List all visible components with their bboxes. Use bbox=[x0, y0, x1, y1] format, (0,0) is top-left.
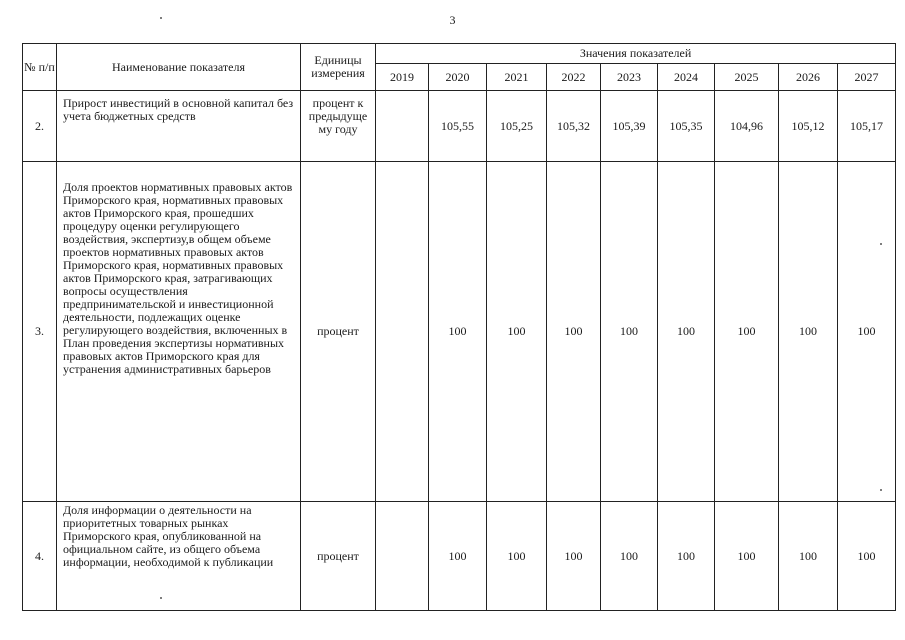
header-indicator-name: Наименование показателя bbox=[57, 44, 301, 91]
row-number: 2. bbox=[23, 91, 57, 162]
value-cell: 100 bbox=[429, 502, 487, 611]
indicator-name: Прирост инвестиций в основной капитал без учета бюджетных средств bbox=[57, 91, 301, 162]
indicators-table bbox=[22, 43, 896, 611]
value-cell: 105,12 bbox=[779, 91, 838, 162]
value-cell: 100 bbox=[838, 502, 896, 611]
row-number: 3. bbox=[23, 162, 57, 502]
header-year: 2025 bbox=[715, 64, 779, 91]
value-cell bbox=[376, 502, 429, 611]
value-cell: 100 bbox=[658, 162, 715, 502]
value-cell: 100 bbox=[779, 162, 838, 502]
value-cell: 100 bbox=[429, 162, 487, 502]
indicator-unit: процент bbox=[301, 502, 376, 611]
value-cell: 100 bbox=[838, 162, 896, 502]
table-row bbox=[23, 91, 896, 162]
header-year: 2026 bbox=[779, 64, 838, 91]
value-cell: 100 bbox=[715, 162, 779, 502]
value-cell: 100 bbox=[487, 162, 547, 502]
indicator-name: Доля проектов нормативных правовых актов Приморского края, нормативных правовых актов Приморского края, прошедших процедуру оценки регулирующего воздействия, экспертизу,в общем объеме проектов нормативных правовых актов Приморского края, нормативных правовых актов Приморского края, затрагивающих вопросы осуществления предпринимательской и инвестиционной деятельности, подлежащих оценке регулирующего воздействия, включенных в План проведения экспертизы нормативных правовых актов Приморского края для устранения административных барьеров bbox=[57, 162, 301, 502]
value-cell: 100 bbox=[779, 502, 838, 611]
value-cell: 105,32 bbox=[547, 91, 601, 162]
value-cell: 105,35 bbox=[658, 91, 715, 162]
value-cell bbox=[376, 162, 429, 502]
value-cell: 100 bbox=[658, 502, 715, 611]
value-cell: 100 bbox=[601, 162, 658, 502]
header-year: 2020 bbox=[429, 64, 487, 91]
row-number: 4. bbox=[23, 502, 57, 611]
header-year: 2022 bbox=[547, 64, 601, 91]
value-cell: 100 bbox=[487, 502, 547, 611]
value-cell: 104,96 bbox=[715, 91, 779, 162]
value-cell: 100 bbox=[715, 502, 779, 611]
value-cell: 105,55 bbox=[429, 91, 487, 162]
value-cell: 105,17 bbox=[838, 91, 896, 162]
header-year: 2027 bbox=[838, 64, 896, 91]
value-cell: 105,25 bbox=[487, 91, 547, 162]
indicator-unit: процент bbox=[301, 162, 376, 502]
header-year: 2024 bbox=[658, 64, 715, 91]
page-number: 3 bbox=[449, 13, 456, 27]
value-cell: 100 bbox=[547, 162, 601, 502]
header-unit: Единицы измерения bbox=[301, 44, 376, 91]
indicator-name: Доля информации о деятельности на приоритетных товарных рынках Приморского края, опубликованной на официальном сайте, из общего объема информации, необходимой к публикации bbox=[57, 502, 301, 611]
header-year: 2021 bbox=[487, 64, 547, 91]
value-cell: 100 bbox=[547, 502, 601, 611]
header-values: Значения показателей bbox=[376, 44, 896, 64]
header-year: 2023 bbox=[601, 64, 658, 91]
header-number: № п/п bbox=[23, 44, 57, 91]
scan-speck bbox=[160, 17, 162, 19]
table-row bbox=[23, 502, 896, 611]
table-row bbox=[23, 162, 896, 502]
header-year: 2019 bbox=[376, 64, 429, 91]
value-cell: 100 bbox=[601, 502, 658, 611]
value-cell: 105,39 bbox=[601, 91, 658, 162]
indicator-unit: процент к предыдуще му году bbox=[301, 91, 376, 162]
value-cell bbox=[376, 91, 429, 162]
